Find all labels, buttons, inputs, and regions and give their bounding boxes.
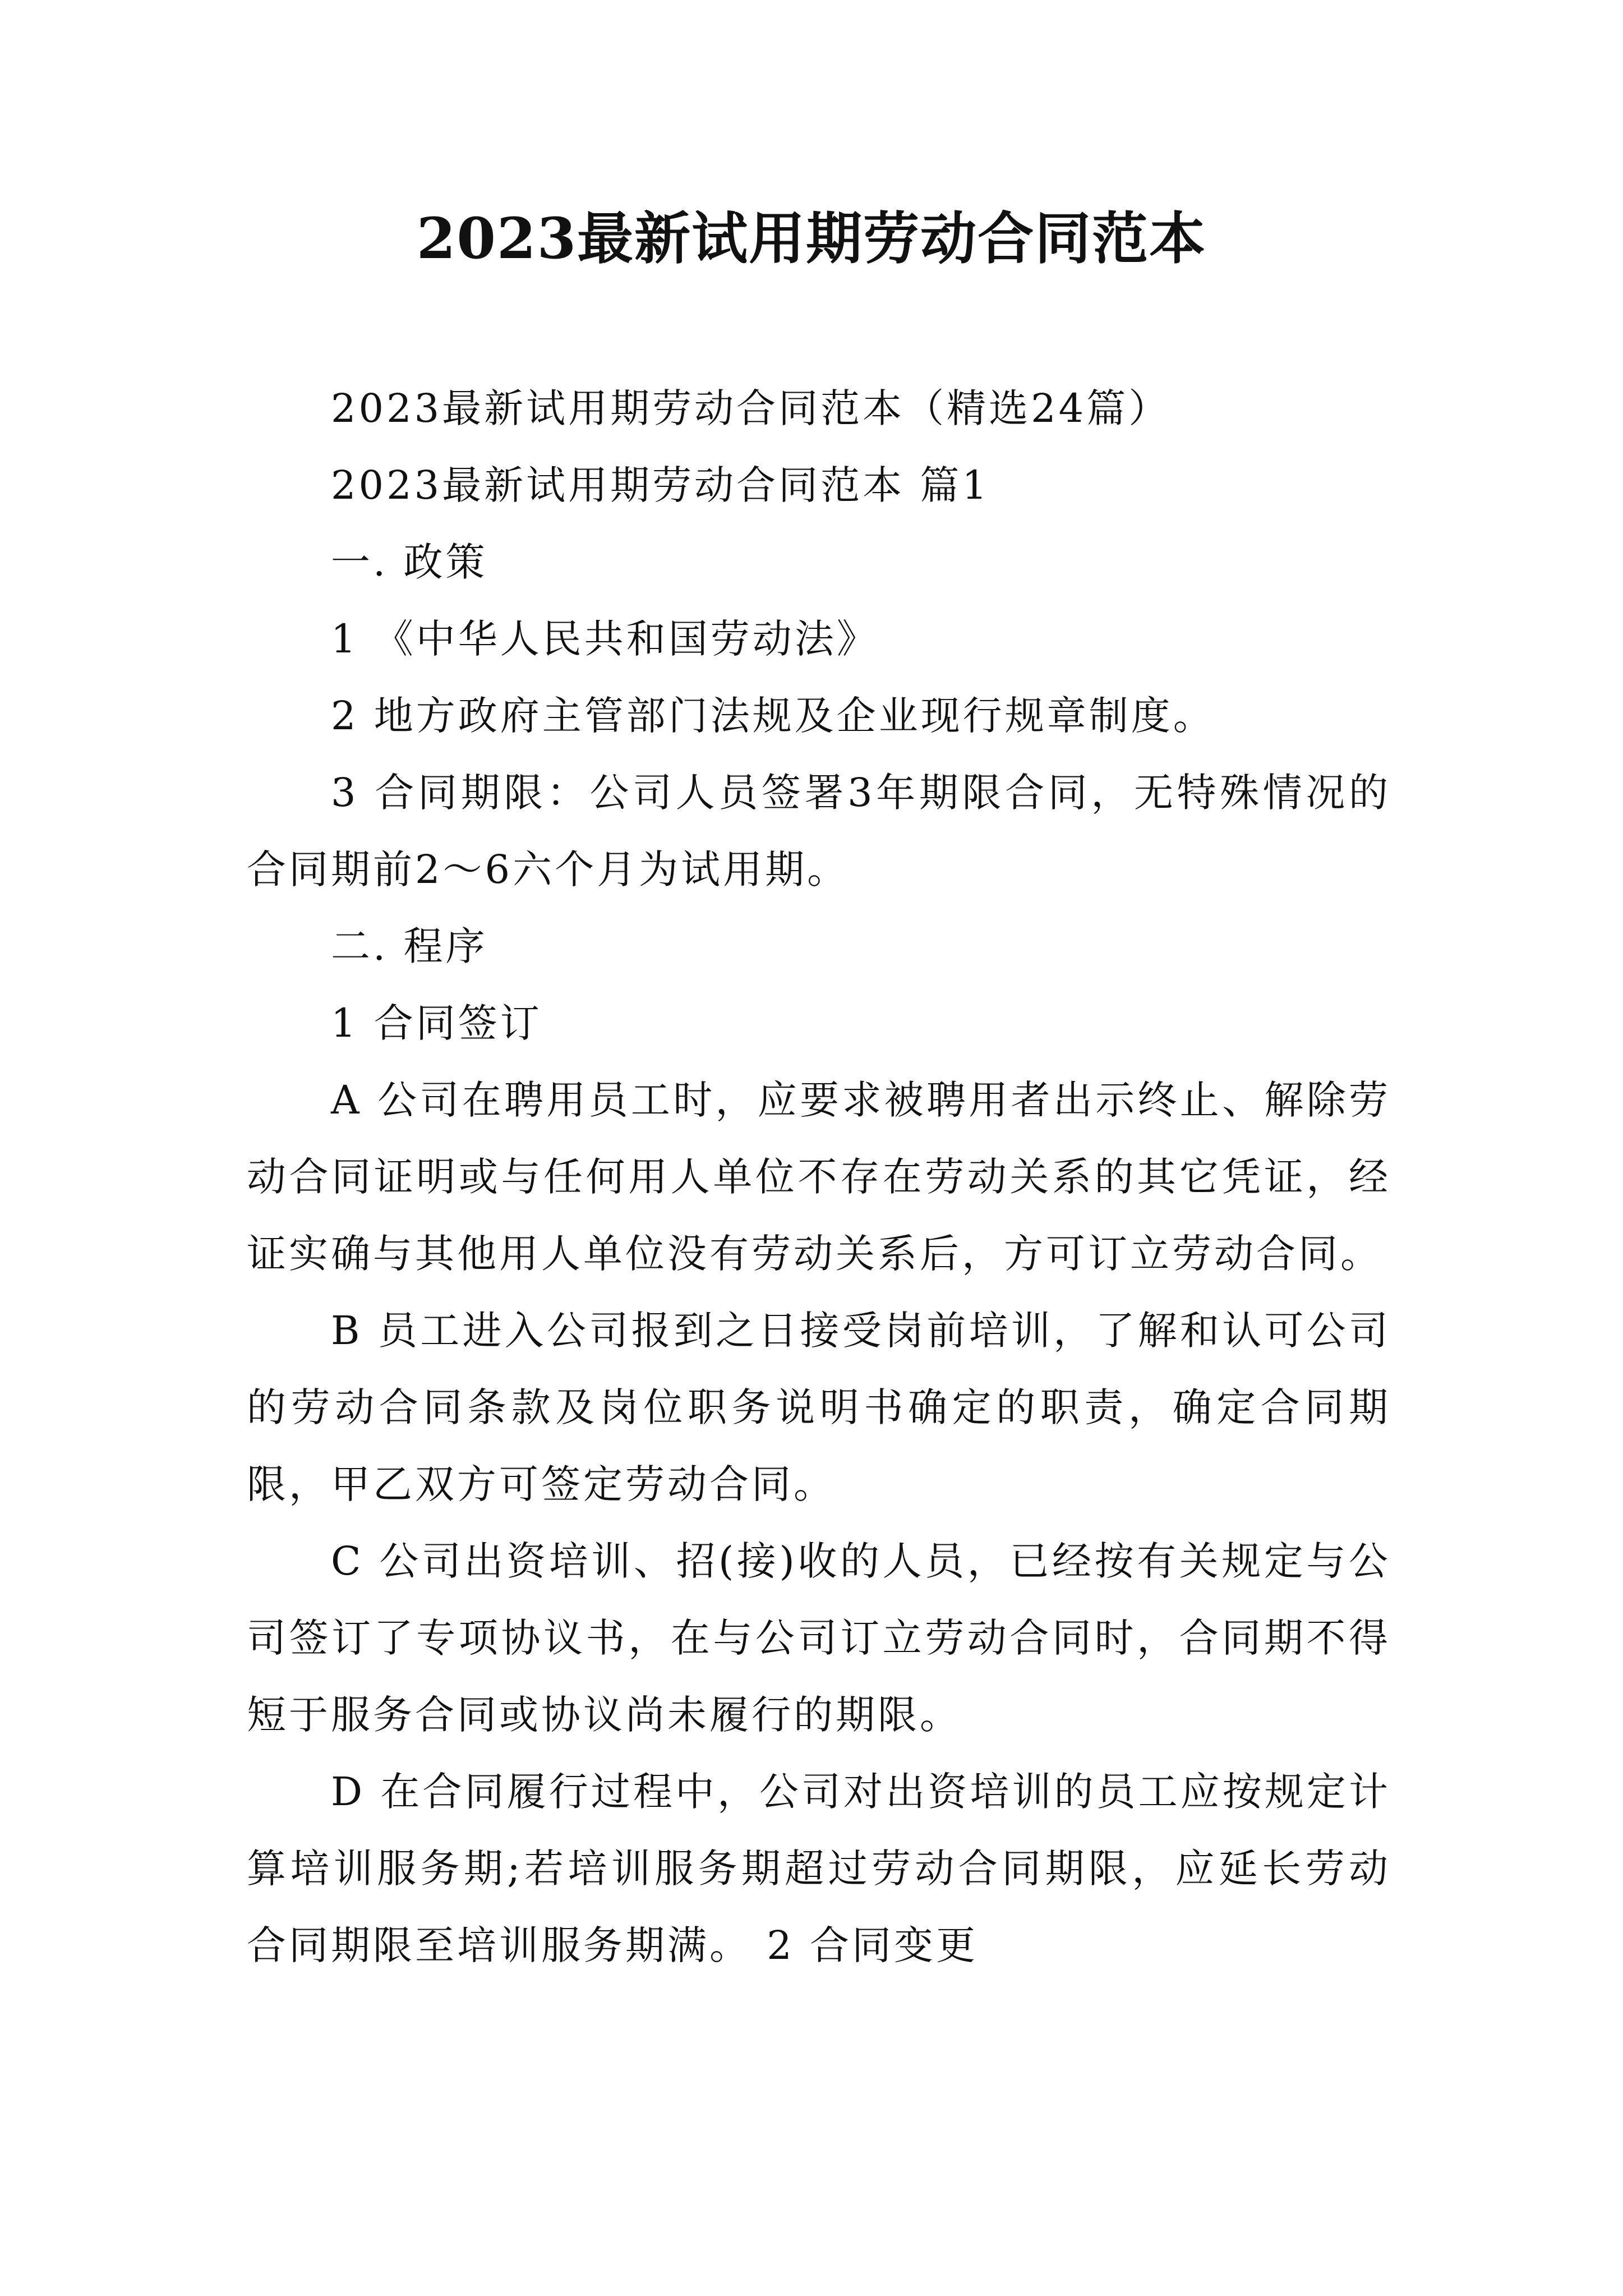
paragraph-section-procedure: 二. 程序 xyxy=(331,923,488,969)
paragraph-policy-2: 2 地方政府主管部门法规及企业现行规章制度。 xyxy=(331,693,1215,739)
paragraph-clause-b: B 员工进入公司报到之日接受岗前培训，了解和认可公司的劳动合同条款及岗位职务说明书确定的职责，确定合同期限，甲乙双方可签定劳动合同。 xyxy=(247,1308,1391,1507)
paragraph-procedure-1: 1 合同签订 xyxy=(331,1000,542,1046)
document-title: 2023最新试用期劳动合同范本 xyxy=(416,205,1207,272)
paragraph-heading-part1: 2023最新试用期劳动合同范本 篇1 xyxy=(331,462,990,508)
paragraph-clause-d: D 在合同履行过程中，公司对出资培训的员工应按规定计算培训服务期;若培训服务期超过劳动合同期限，应延长劳动合同期限至培训服务期满。 2 合同变更 xyxy=(247,1769,1391,1968)
document-body xyxy=(247,370,1391,1984)
paragraph-clause-c: C 公司出资培训、招(接)收的人员，已经按有关规定与公司签订了专项协议书，在与公司订立劳动合同时，合同期不得短于服务合同或协议尚未履行的期限。 xyxy=(247,1538,1391,1738)
paragraph-policy-1: 1 《中华人民共和国劳动法》 xyxy=(331,616,879,662)
paragraph-policy-3: 3 合同期限：公司人员签署3年期限合同，无特殊情况的合同期前2～6六个月为试用期。 xyxy=(247,770,1391,892)
paragraph-section-policy: 一. 政策 xyxy=(331,539,488,585)
paragraph-heading-collection: 2023最新试用期劳动合同范本（精选24篇） xyxy=(331,385,1171,431)
paragraph-clause-a: A 公司在聘用员工时，应要求被聘用者出示终止、解除劳动合同证明或与任何用人单位不存在劳动关系的其它凭证，经证实确与其他用人单位没有劳动关系后，方可订立劳动合同。 xyxy=(247,1077,1391,1277)
